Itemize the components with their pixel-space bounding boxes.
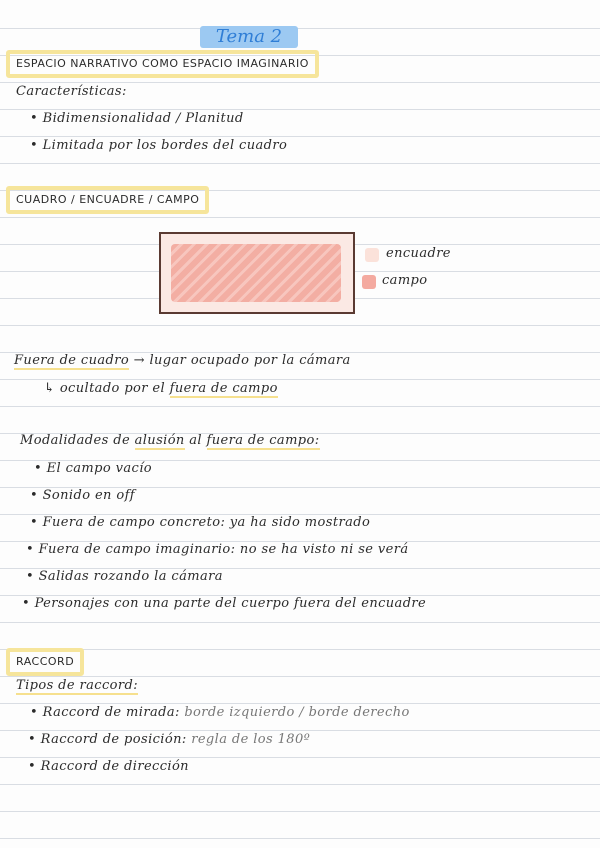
modalidades-label-b: al bbox=[189, 433, 202, 448]
tipos-raccord-term: Tipos de raccord: bbox=[16, 678, 138, 693]
page-title: Tema 2 bbox=[200, 26, 298, 48]
section-heading-cuadro: CUADRO / ENCUADRE / CAMPO bbox=[6, 186, 209, 214]
section-heading-espacio: ESPACIO NARRATIVO COMO ESPACIO IMAGINARIO bbox=[6, 50, 319, 78]
list-item: • El campo vacío bbox=[34, 461, 152, 476]
tipos-raccord-label bbox=[16, 678, 138, 693]
alusion-term: alusión bbox=[134, 433, 185, 448]
list-item: • Sonido en off bbox=[30, 488, 135, 503]
legend-encuadre: encuadre bbox=[386, 246, 451, 261]
encuadre-swatch bbox=[365, 248, 379, 262]
list-item: • Fuera de campo concreto: ya ha sido mostrado bbox=[30, 515, 370, 530]
fuera-de-campo-term: fuera de campo bbox=[169, 381, 278, 396]
fuera-de-cuadro-term: Fuera de cuadro bbox=[14, 353, 130, 368]
section-heading-raccord: RACCORD bbox=[6, 648, 84, 676]
campo-swatch bbox=[362, 275, 376, 289]
raccord-mirada-detail: borde izquierdo / borde derecho bbox=[184, 705, 410, 720]
list-item: • Fuera de campo imaginario: no se ha visto ni se verá bbox=[26, 542, 409, 557]
encuadre-frame-diagram bbox=[159, 232, 355, 314]
list-item: • Limitada por los bordes del cuadro bbox=[30, 138, 287, 153]
fuera-line-1 bbox=[14, 353, 351, 368]
list-item bbox=[28, 732, 310, 747]
fuera-line-2-prefix: ↳ ocultado por el bbox=[44, 381, 166, 396]
fuera-line-2 bbox=[44, 381, 278, 396]
modalidades-label-a: Modalidades de bbox=[20, 433, 131, 448]
campo-area bbox=[171, 244, 341, 302]
list-item: • Personajes con una parte del cuerpo fuera del encuadre bbox=[22, 596, 426, 611]
caracteristicas-label: Características: bbox=[16, 84, 127, 99]
list-item bbox=[30, 705, 410, 720]
list-item: • Bidimensionalidad / Planitud bbox=[30, 111, 244, 126]
raccord-posicion-detail: regla de los 180º bbox=[191, 732, 311, 747]
raccord-posicion: Raccord de posición: bbox=[40, 732, 187, 747]
raccord-direccion: Raccord de dirección bbox=[40, 759, 189, 774]
raccord-mirada: Raccord de mirada: bbox=[42, 705, 180, 720]
fuera-line-1-rest: → lugar ocupado por la cámara bbox=[133, 353, 351, 368]
list-item bbox=[28, 759, 189, 774]
list-item: • Salidas rozando la cámara bbox=[26, 569, 223, 584]
legend-campo: campo bbox=[382, 273, 428, 288]
modalidades-label bbox=[20, 433, 320, 448]
fuera-de-campo-term-2: fuera de campo: bbox=[206, 433, 320, 448]
